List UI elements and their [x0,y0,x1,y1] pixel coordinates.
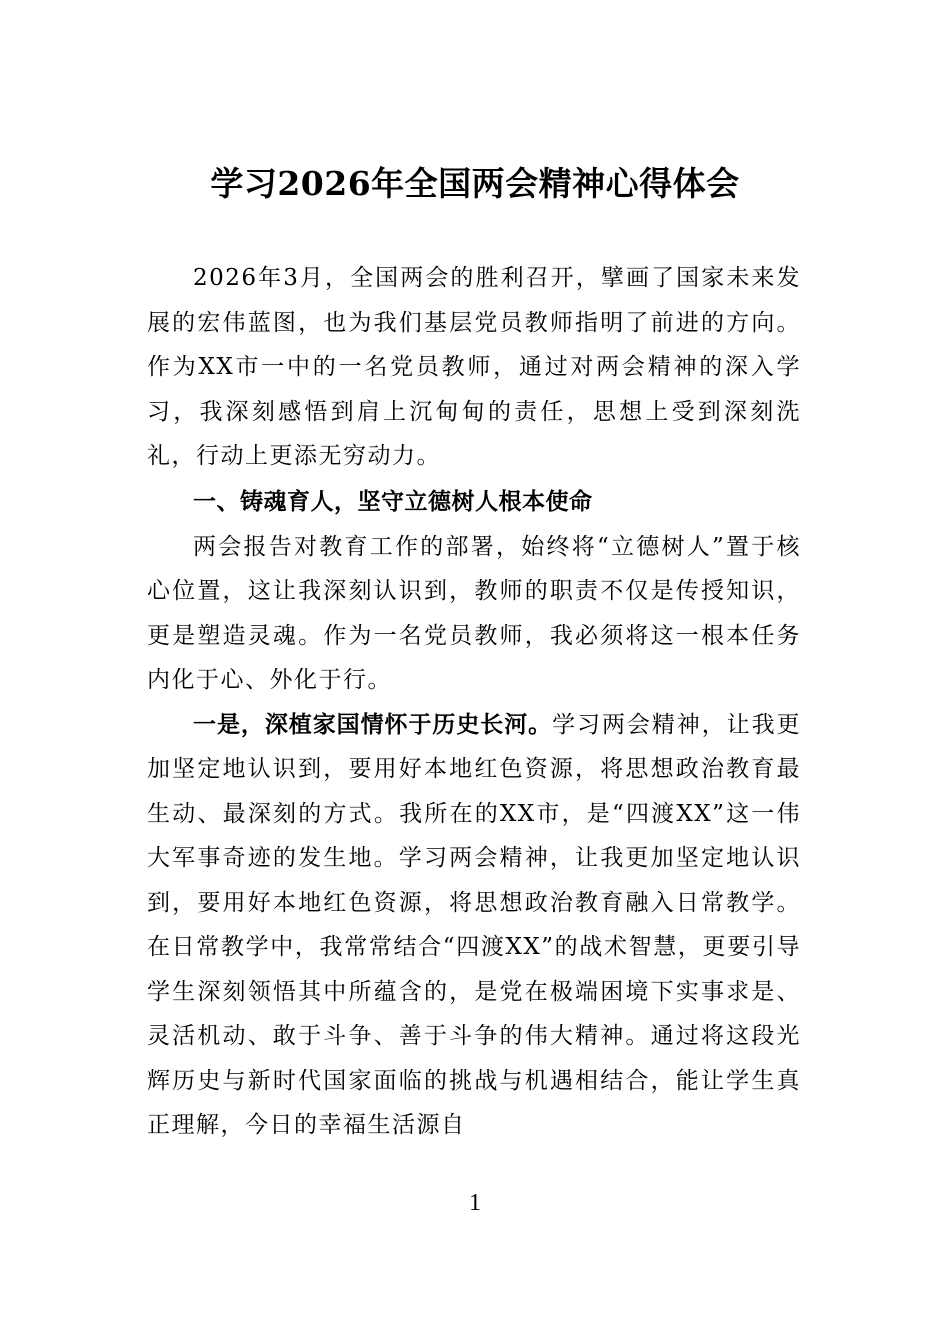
point-text: 学习两会精神，让我更加坚定地认识到，要用好本地红色资源，将思想政治教育最生动、最深刻的方式。我所在的XX市，是“四渡XX”这一伟大军事奇迹的发生地。学习两会精神，让我更加坚定地认识到，要用好本地红色资源，将思想政治教育融入日常教学。在日常教学中，我常常结合“四渡XX”的战术智慧，更要引导学生深刻领悟其中所蕴含的，是党在极端困境下实事求是、灵活机动、敢于斗争、善于斗争的伟大精神。通过将这段光辉历史与新时代国家面临的挑战与机遇相结合，能让学生真正理解，今日的幸福生活源自 [147,711,801,1138]
document-body [147,256,801,1148]
point-paragraph [147,703,801,1148]
point-lead: 一是，深植家国情怀于历史长河。 [193,711,553,738]
document-title: 学习2026年全国两会精神心得体会 [210,164,740,203]
section-heading: 一、铸魂育人，坚守立德树人根本使命 [193,488,593,515]
page-number: 1 [469,1190,481,1216]
intro-paragraph: 2026年3月，全国两会的胜利召开，擘画了国家未来发展的宏伟蓝图，也为我们基层党员教师指明了前进的方向。作为XX市一中的一名党员教师，通过对两会精神的深入学习，我深刻感悟到肩上沉甸甸的责任，思想上受到深刻洗礼，行动上更添无穷动力。 [147,265,801,469]
section-paragraph: 两会报告对教育工作的部署，始终将“立德树人”置于核心位置，这让我深刻认识到，教师的职责不仅是传授知识，更是塑造灵魂。作为一名党员教师，我必须将这一根本任务内化于心、外化于行。 [147,533,801,693]
